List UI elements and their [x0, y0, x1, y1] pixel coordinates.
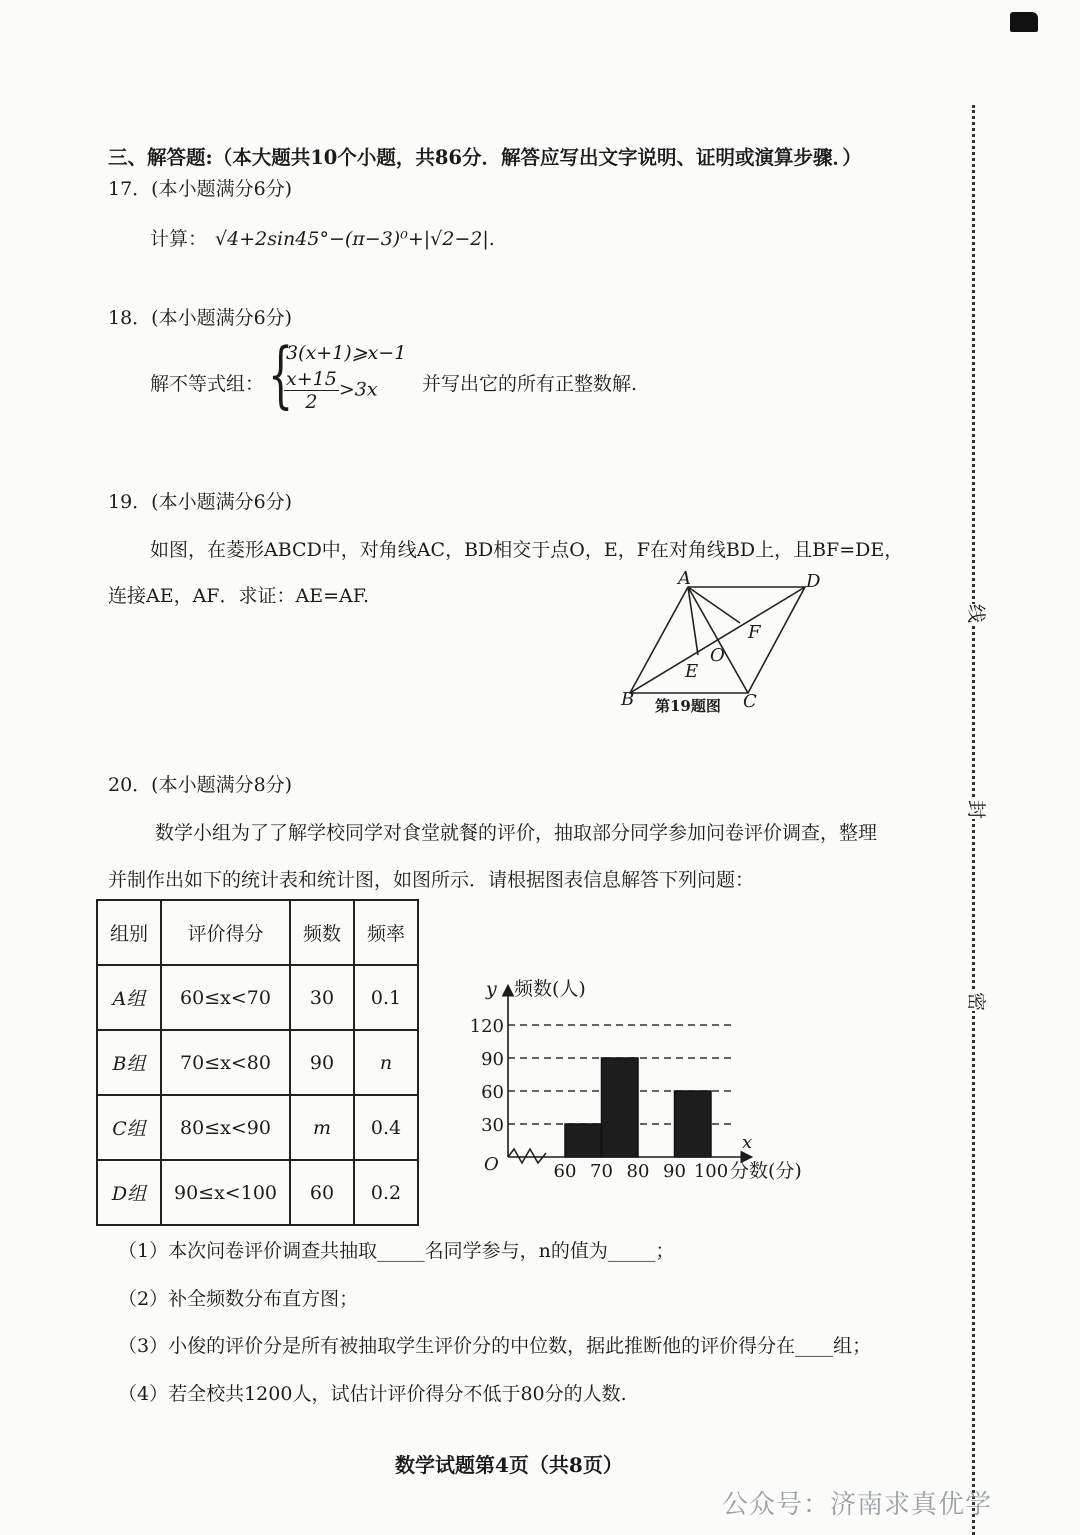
binding-dotted-line: [972, 105, 975, 1535]
table-row: [97, 1095, 418, 1160]
q18-prompt: 解不等式组：: [150, 373, 265, 395]
bar-90-100: [675, 1091, 712, 1157]
table-cell: n: [354, 1030, 418, 1095]
x-tick-90: 90: [663, 1161, 686, 1182]
diagonal-BD: [630, 587, 805, 693]
point-label-d: D: [806, 571, 821, 592]
histogram-bars: [565, 1058, 711, 1157]
y-axis-var: y: [486, 978, 497, 1000]
q20-line2: 并制作出如下的统计表和统计图，如图所示．请根据图表信息解答下列问题：: [108, 869, 755, 891]
point-label-f: F: [748, 622, 761, 643]
point-label-a: A: [678, 568, 691, 589]
corner-mark: [1010, 12, 1038, 32]
frequency-table: [96, 899, 419, 1226]
table-cell: 90: [290, 1030, 354, 1095]
table-cell: 80≤x<90: [161, 1095, 290, 1160]
bar-60-70: [565, 1124, 602, 1157]
axis-break-zigzag: [508, 1149, 546, 1163]
x-axis-label: 分数(分): [730, 1160, 802, 1182]
table-cell: 0.1: [354, 965, 418, 1030]
q18-ineq2: [284, 368, 378, 413]
table-row: [97, 1030, 418, 1095]
table-cell: m: [290, 1095, 354, 1160]
q18-header: 18．(本小题满分6分): [108, 307, 293, 329]
table-header-cell: 频数: [290, 900, 354, 965]
point-label-o: O: [710, 645, 725, 666]
q18-ineq1: 3(x+1)⩾x−1: [286, 342, 407, 364]
x-tick-100: 100: [693, 1161, 729, 1182]
q18-brace: {: [268, 332, 294, 416]
x-tick-70: 70: [590, 1161, 613, 1182]
segment-AF: [688, 587, 740, 623]
y-tick-30: 30: [481, 1115, 504, 1136]
q19-line1: 如图，在菱形ABCD中，对角线AC，BD相交于点O，E，F在对角线BD上，且BF=DE，: [150, 539, 904, 561]
x-tick-80: 80: [626, 1161, 650, 1182]
binding-char-xian: 线: [960, 604, 995, 623]
section-heading: 三、解答题:（本大题共10个小题，共86分．解答应写出文字说明、证明或演算步骤．）: [108, 146, 862, 169]
table-row: [97, 965, 418, 1030]
point-label-b: B: [621, 689, 635, 710]
q17-prompt: 计算：: [150, 228, 208, 250]
table-header-cell: 频率: [354, 900, 418, 965]
table-row: [97, 1160, 418, 1225]
table-cell: A组: [97, 965, 161, 1030]
q18-ineq2-num: x+15: [286, 368, 337, 390]
table-cell: 30: [290, 965, 354, 1030]
q20-subquestion-1: （1）本次问卷评价调查共抽取_____名同学参与，n的值为_____；: [118, 1240, 675, 1262]
q19-figure-caption: 第19题图: [655, 697, 721, 715]
y-axis-label: 频数(人): [514, 978, 586, 1000]
table-cell: D组: [97, 1160, 161, 1225]
q20-subquestion-3: （3）小俊的评价分是所有被抽取学生评价分的中位数，据此推断他的评价得分在____组；: [118, 1335, 872, 1357]
point-label-e: E: [685, 661, 699, 682]
q18-tail: 并写出它的所有正整数解.: [422, 373, 638, 395]
point-label-c: C: [743, 691, 757, 712]
q17-header: 17．(本小题满分6分): [108, 178, 293, 200]
table-cell: 0.2: [354, 1160, 418, 1225]
table-cell: C组: [97, 1095, 161, 1160]
table-header-row: [97, 900, 418, 965]
x-tick-60: 60: [553, 1161, 577, 1182]
q17-expression: √4+2sin45°−(π−3)⁰+|√2−2|.: [215, 228, 495, 250]
x-axis-var: x: [742, 1132, 753, 1153]
y-tick-90: 90: [481, 1049, 504, 1070]
table-header-cell: 评价得分: [161, 900, 290, 965]
q20-subquestion-2: （2）补全频数分布直方图；: [118, 1288, 359, 1310]
q19-line2: 连接AE，AF．求证：AE=AF.: [108, 585, 369, 607]
q18-ineq2-rhs: >3x: [338, 378, 378, 401]
q20-line1: 数学小组为了了解学校同学对食堂就餐的评价，抽取部分同学参加问卷评价调查，整理: [155, 822, 878, 844]
watermark: 公众号：济南求真优学: [722, 1490, 993, 1520]
bar-70-80: [602, 1058, 639, 1157]
binding-char-feng: 封: [960, 800, 995, 819]
y-tick-60: 60: [481, 1082, 504, 1103]
q19-rhombus-figure: [600, 565, 840, 720]
table-cell: 0.4: [354, 1095, 418, 1160]
table-cell: 90≤x<100: [161, 1160, 290, 1225]
table-cell: 60: [290, 1160, 354, 1225]
y-tick-labels: [470, 1016, 504, 1136]
q18-ineq2-den: 2: [305, 391, 318, 413]
table-cell: B组: [97, 1030, 161, 1095]
q20-header: 20．(本小题满分8分): [108, 774, 293, 796]
frequency-histogram: [470, 965, 820, 1190]
x-tick-labels: [554, 1161, 729, 1182]
table-cell: 60≤x<70: [161, 965, 290, 1030]
y-tick-120: 120: [470, 1016, 504, 1037]
q20-subquestion-4: （4）若全校共1200人，试估计评价得分不低于80分的人数.: [118, 1383, 627, 1405]
q19-header: 19．(本小题满分6分): [108, 491, 293, 513]
origin-label: O: [484, 1154, 499, 1175]
binding-char-mi: 密: [960, 992, 995, 1011]
page-footer: 数学试题第4页（共8页）: [395, 1453, 623, 1477]
table-header-cell: 组别: [97, 900, 161, 965]
q17-body: [150, 224, 495, 251]
table-cell: 70≤x<80: [161, 1030, 290, 1095]
